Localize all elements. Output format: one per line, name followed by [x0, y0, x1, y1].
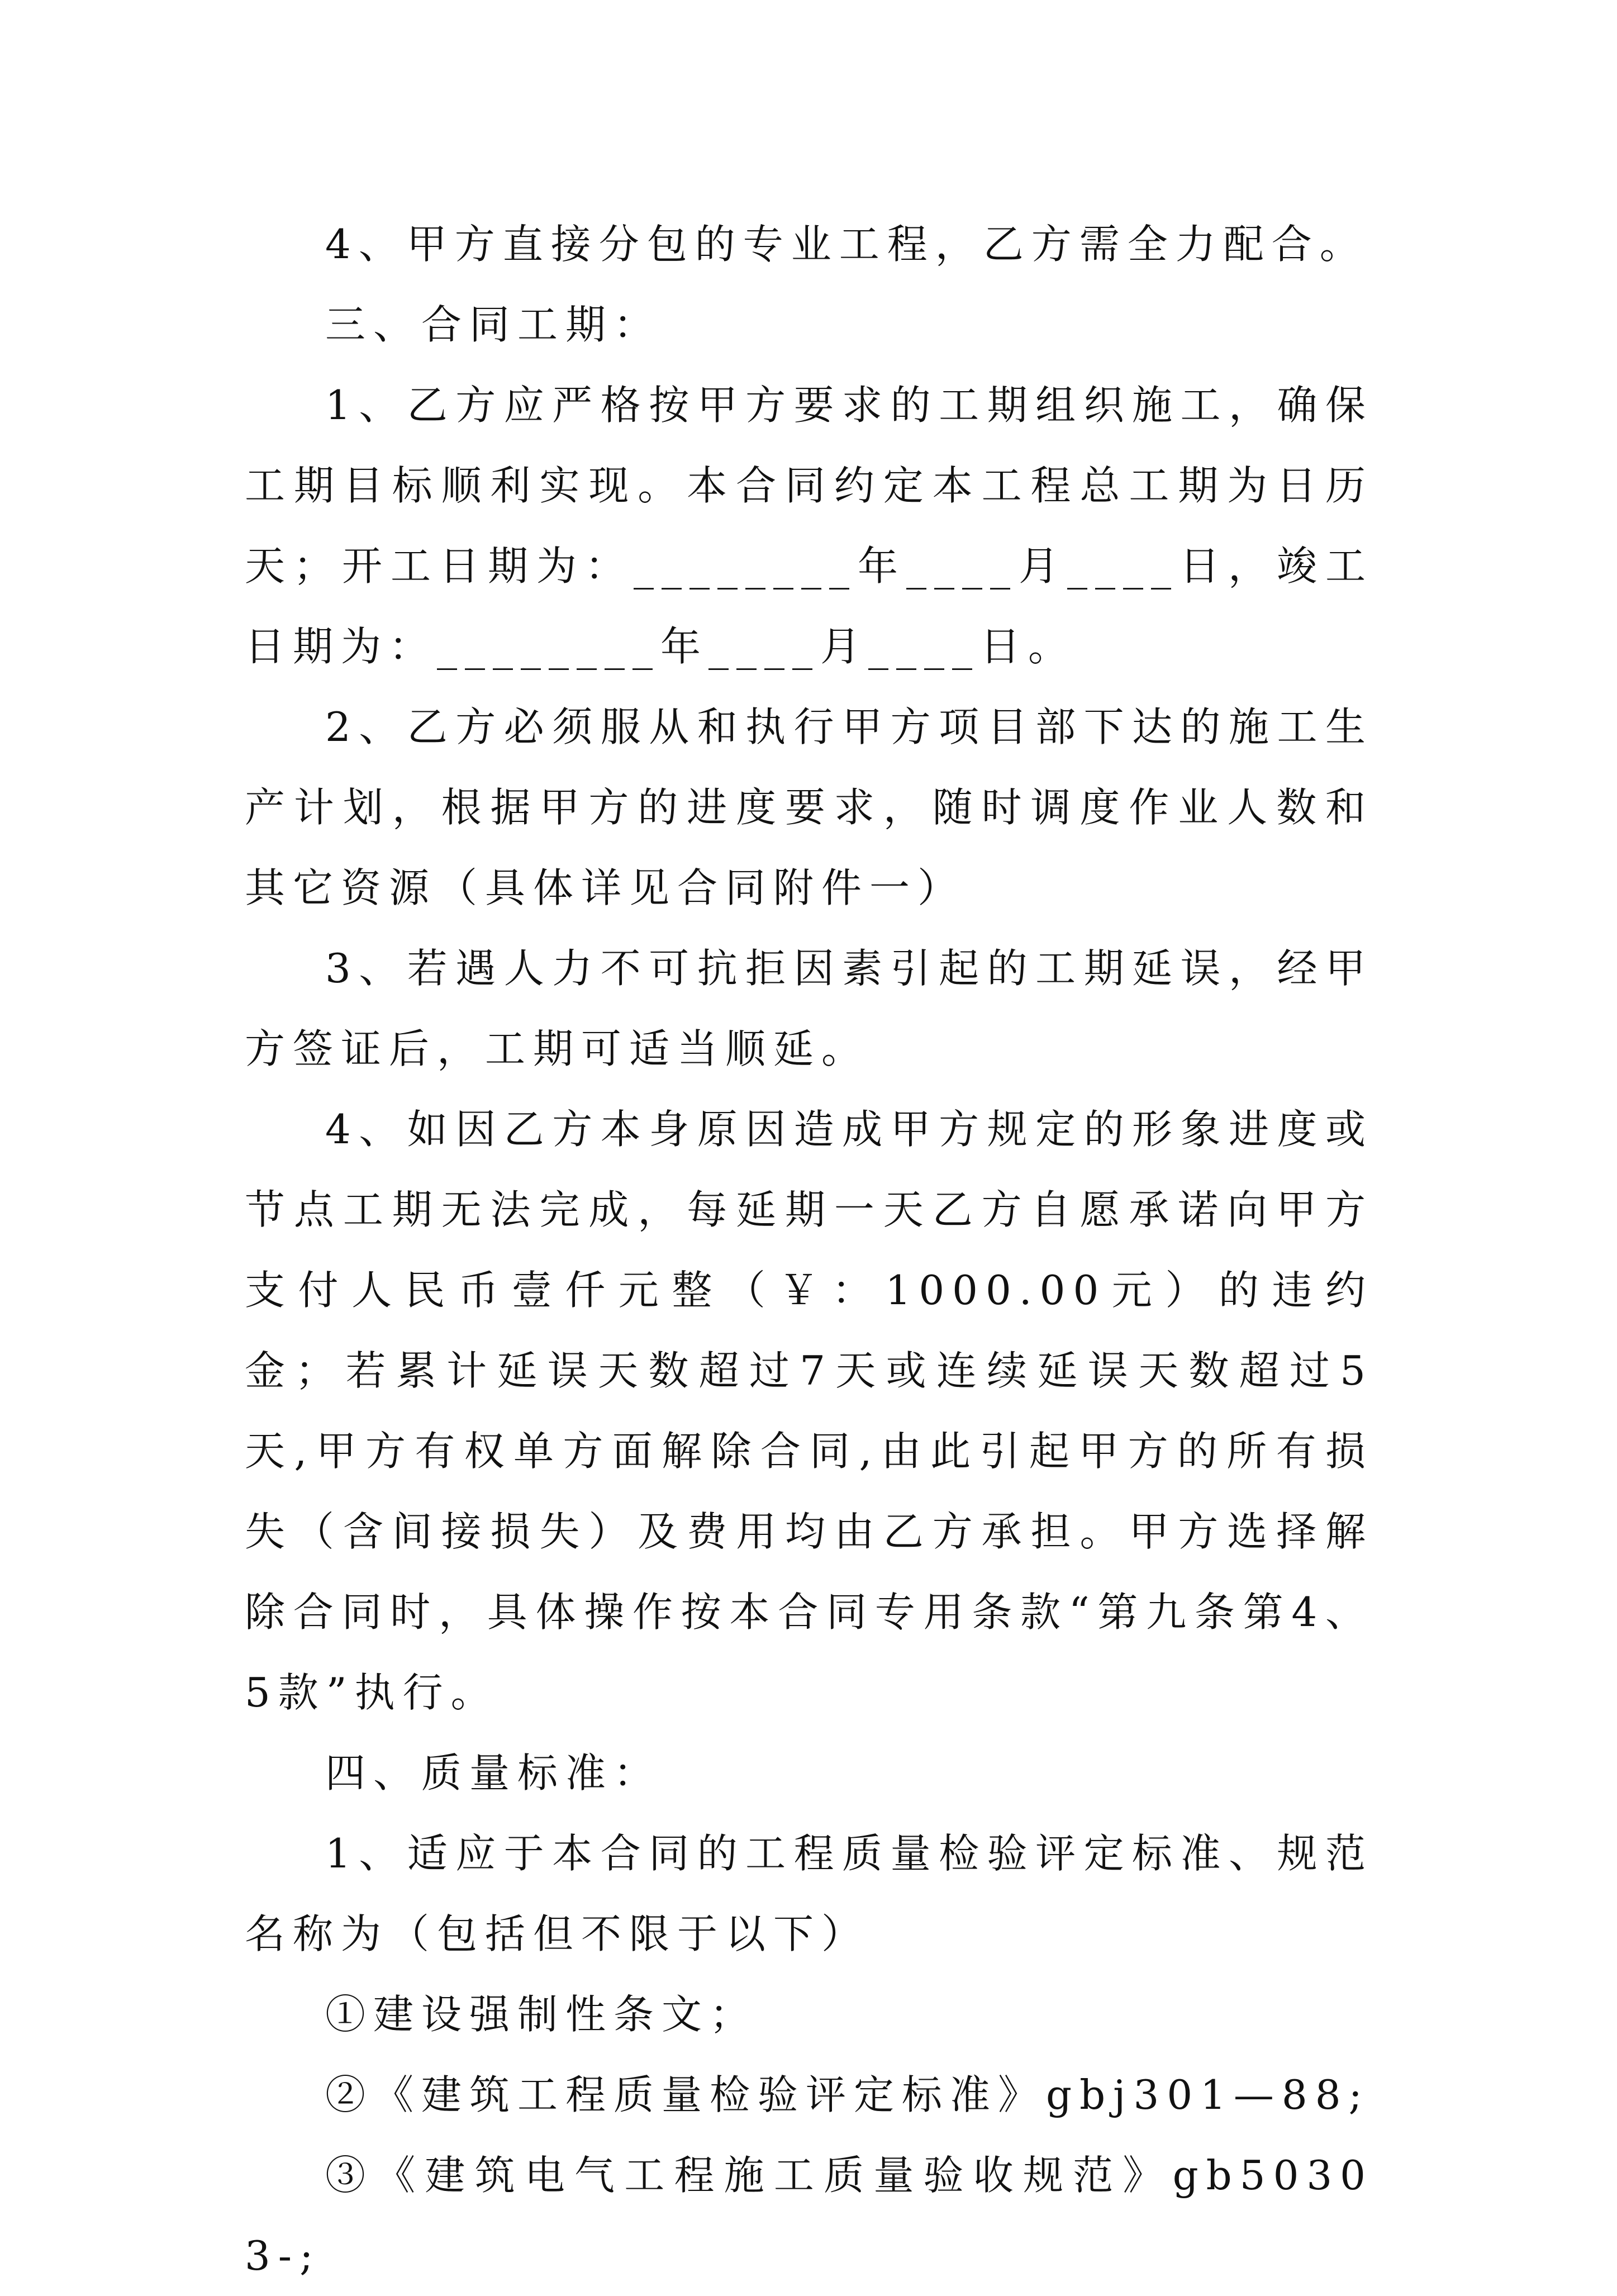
document-body: [245, 204, 1373, 2296]
paragraph-delay-penalty: 4、如因乙方本身原因造成甲方规定的形象进度或节点工期无法完成，每延期一天乙方自愿承诺向甲方支付人民币壹仟元整（￥：1000.00元）的违约金；若累计延误天数超过7天或连续延误天数超过5天,甲方有权单方面解除合同,由此引起甲方的所有损失（含间接损失）及费用均由乙方承担。甲方选择解除合同时，具体操作按本合同专用条款“第九条第4、5款”执行。: [245, 1106, 1373, 1716]
list-item-gbj301: ②《建筑工程质量检验评定标准》gbj301—88;: [325, 2071, 1370, 2118]
paragraph-specialty-subcontract: 4、甲方直接分包的专业工程，乙方需全力配合。: [325, 221, 1368, 268]
section-heading-contract-period: 三、合同工期：: [325, 301, 662, 348]
paragraph-production-plan: 2、乙方必须服从和执行甲方项目部下达的施工生产计划，根据甲方的进度要求，随时调度作业人数和其它资源（具体详见合同附件一）: [245, 703, 1373, 911]
paragraph-quality-specs-intro: 1、适应于本合同的工程质量检验评定标准、规范名称为（包括但不限于以下）: [245, 1830, 1373, 1957]
paragraph-schedule-dates: 1、乙方应严格按甲方要求的工期组织施工，确保工期目标顺利实现。本合同约定本工程总工期为日历天；开工日期为：________年____月____日，竣工日期为：________年____月____日。: [245, 382, 1373, 670]
paragraph-force-majeure: 3、若遇人力不可抗拒因素引起的工期延误，经甲方签证后，工期可适当顺延。: [245, 945, 1373, 1072]
list-item-gb50303: ③《建筑电气工程施工质量验收规范》gb50303-;: [245, 2152, 1373, 2279]
section-heading-quality-standard: 四、质量标准：: [325, 1750, 662, 1796]
list-item-mandatory-provisions: ①建设强制性条文；: [325, 1991, 758, 2038]
